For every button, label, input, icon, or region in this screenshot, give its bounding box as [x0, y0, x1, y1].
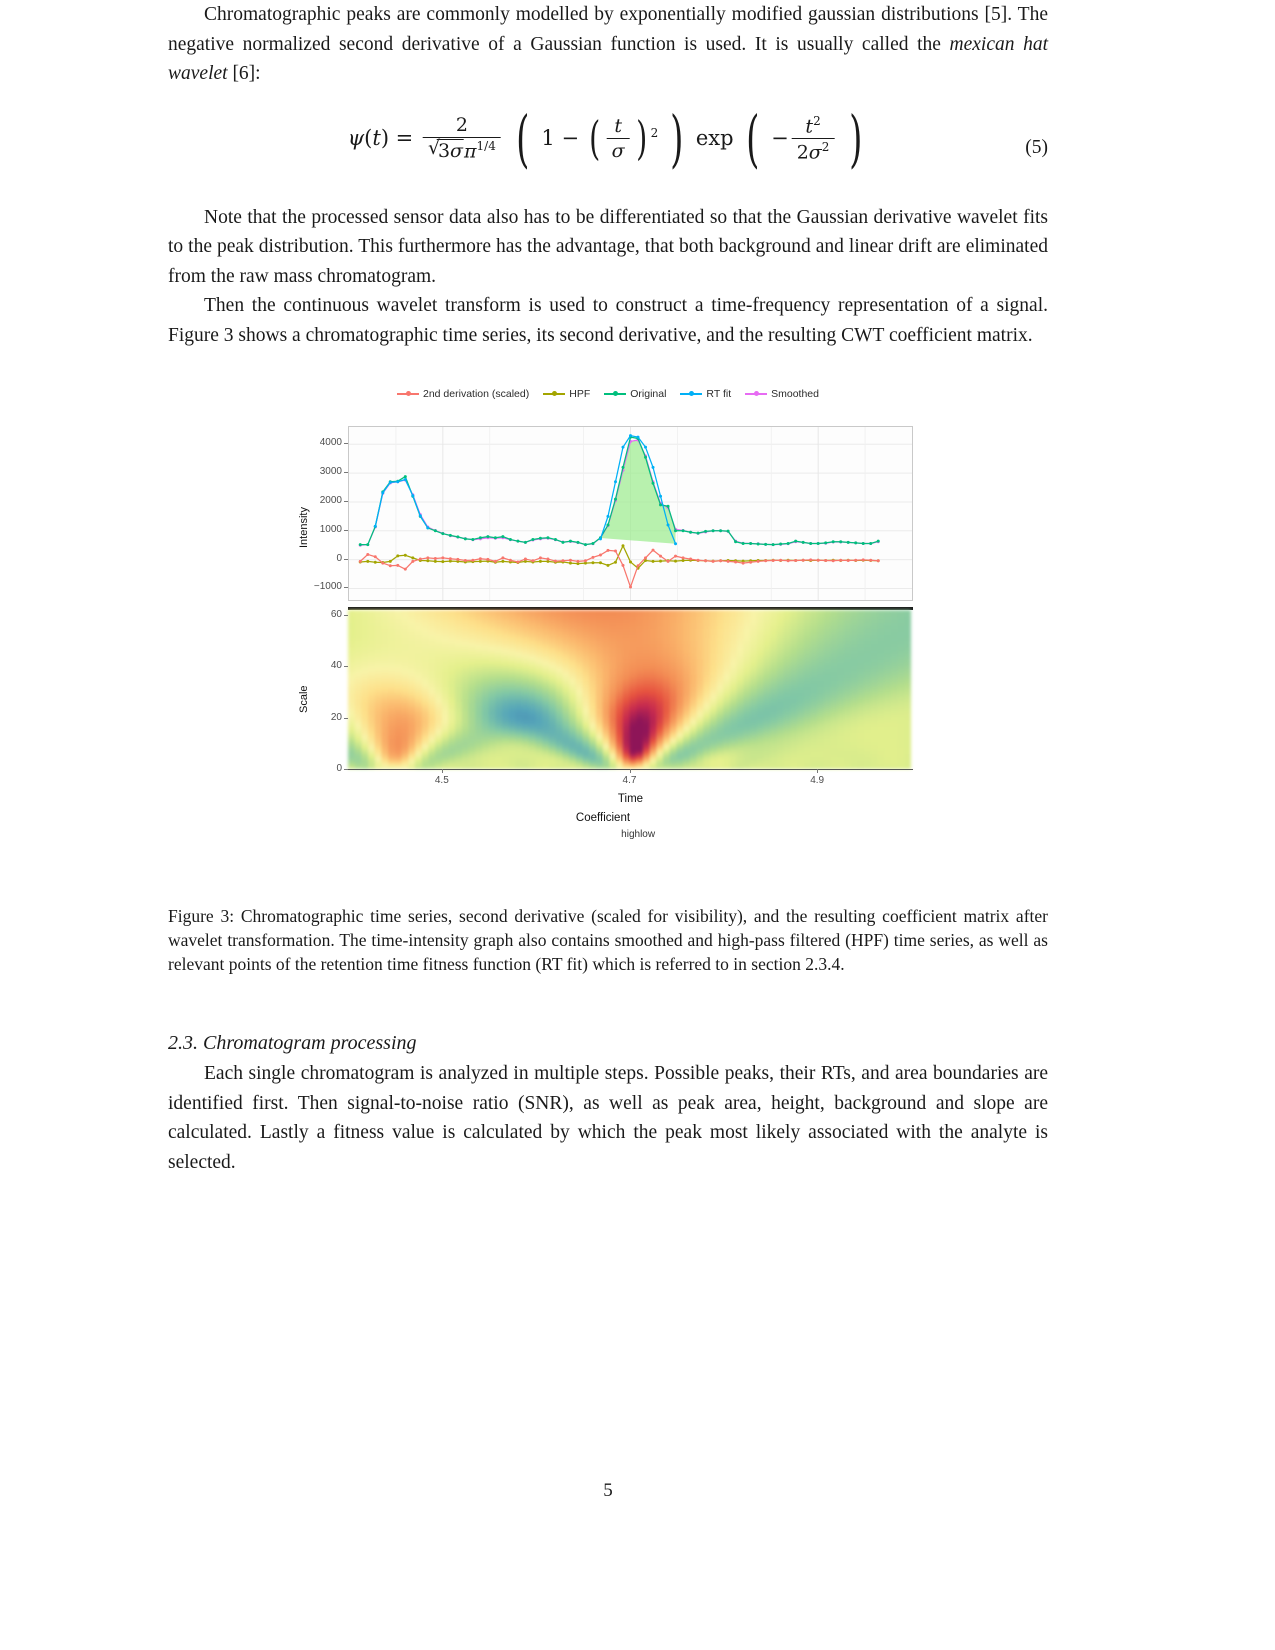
legend-swatch-icon: [745, 389, 767, 399]
x-tick-label: 4.9: [810, 775, 825, 786]
equation-body: ψ(t) = 2 √ $3\sigma\pi^{1/4}$ ( 1 − ( $\frac{t}{\sigma}$ ) $^2$ ) exp ( − $\frac{t^2}{2\sigma^2}$ ): [348, 115, 869, 164]
coefficient-legend-label: Coefficient: [575, 812, 631, 824]
figure-caption: Figure 3: Chromatographic time series, second derivative (scaled for visibility), and the resulting coefficient matrix after wavelet transformation. The time-intensity graph also contains smoothed and high-pass filtered (HPF) time series, as well as relevant points of the retention time fitness function (RT fit) which is referred to in section 2.3.4.: [168, 906, 1048, 974]
legend-swatch-icon: [397, 389, 419, 399]
coefficient-high-label: high: [621, 829, 641, 840]
legend-swatch-icon: [604, 389, 626, 399]
paragraph-note: Note that the processed sensor data also has to be differentiated so that the Gaussian derivative wavelet fits to the peak distribution. This furthermore has the advantage, that both background and linear drift are eliminated from the raw mass chromatogram.: [168, 206, 1048, 287]
section-paragraph: Each single chromatogram is analyzed in multiple steps. Possible peaks, their RTs, and area boundaries are identified first. Then signal-to-noise ratio (SNR), as well as peak area, height, background and slope are calculated. Lastly a fitness value is calculated by which the peak most likely associated with the analyte is selected.: [168, 1063, 1048, 1173]
legend-item-hpf: [543, 388, 590, 400]
axis-label-intensity: Intensity: [298, 507, 310, 548]
y-tick-mark: [344, 718, 348, 719]
italic-term: mexican hat wavelet: [168, 33, 1048, 84]
paragraph-intro-text: Chromatographic peaks are commonly modelled by exponentially modified gaussian distributions [5]. The negative normalized second derivative of a Gaussian function is used. It is usually called the: [168, 4, 1048, 55]
y-tick-label: 60: [330, 609, 342, 621]
page-number: 5: [603, 1480, 613, 1501]
heatmap-svg: [348, 610, 911, 769]
coefficient-legend: [168, 808, 1048, 840]
equation-prefactor: 2 √ $3\sigma\pi^{1/4}$: [423, 115, 501, 163]
y-tick-mark: [344, 666, 348, 667]
y-tick-label: 0: [336, 552, 342, 564]
y-tick-mark: [344, 615, 348, 616]
line-chart-panel: [348, 426, 913, 601]
page-content: [168, 0, 1048, 1650]
heatmap-panel: [348, 610, 913, 771]
legend-label: 2nd derivation (scaled): [423, 388, 530, 400]
legend-item-2nd-derivation: [397, 388, 529, 400]
y-tick-label: −1000: [313, 581, 342, 593]
y-tick-label: 1000: [319, 523, 342, 535]
legend-item-original: [604, 388, 666, 400]
paragraph-cwt: Then the continuous wavelet transform is used to construct a time-frequency representation of a signal. Figure 3 shows a chromatographic time series, its second derivative, and the resulting CWT coefficient matrix.: [168, 295, 1048, 346]
x-tick-mark: [442, 769, 443, 773]
legend-swatch-icon: [543, 389, 565, 399]
y-tick-mark: [344, 587, 348, 588]
figure-3: [168, 388, 1048, 878]
y-tick-label: 4000: [319, 437, 342, 449]
paragraph-intro: [168, 0, 1048, 89]
y-tick-mark: [344, 443, 348, 444]
x-tick-mark: [817, 769, 818, 773]
italic-tail: [6]:: [232, 63, 261, 84]
y-tick-mark: [344, 559, 348, 560]
legend-label: Original: [630, 388, 667, 400]
axis-label-time: Time: [617, 793, 644, 805]
equation-5: [168, 102, 1048, 181]
legend-item-smoothed: [745, 388, 819, 400]
y-tick-label: 20: [330, 711, 342, 723]
x-tick-mark: [630, 769, 631, 773]
y-tick-mark: [344, 501, 348, 502]
section-heading: 2.3. Chromatogram processing: [168, 1032, 417, 1054]
coefficient-low-label: low: [640, 829, 656, 840]
axis-label-scale: Scale: [298, 685, 310, 713]
y-tick-label: 40: [330, 660, 342, 672]
chart-legend: [168, 388, 1048, 400]
legend-item-rt-fit: [680, 388, 731, 400]
equation-number: (5): [1025, 136, 1048, 158]
legend-label: Smoothed: [771, 388, 819, 400]
legend-label: RT fit: [706, 388, 732, 400]
y-tick-mark: [344, 530, 348, 531]
x-tick-label: 4.7: [622, 775, 637, 786]
y-tick-label: 0: [336, 763, 342, 774]
legend-swatch-icon: [680, 389, 702, 399]
x-tick-label: 4.5: [434, 775, 449, 786]
y-tick-label: 2000: [319, 494, 342, 506]
legend-label: HPF: [569, 388, 591, 400]
y-tick-mark: [344, 472, 348, 473]
y-tick-label: 3000: [319, 466, 342, 478]
x-axis-line: [348, 769, 913, 770]
line-chart-svg: [349, 427, 912, 600]
